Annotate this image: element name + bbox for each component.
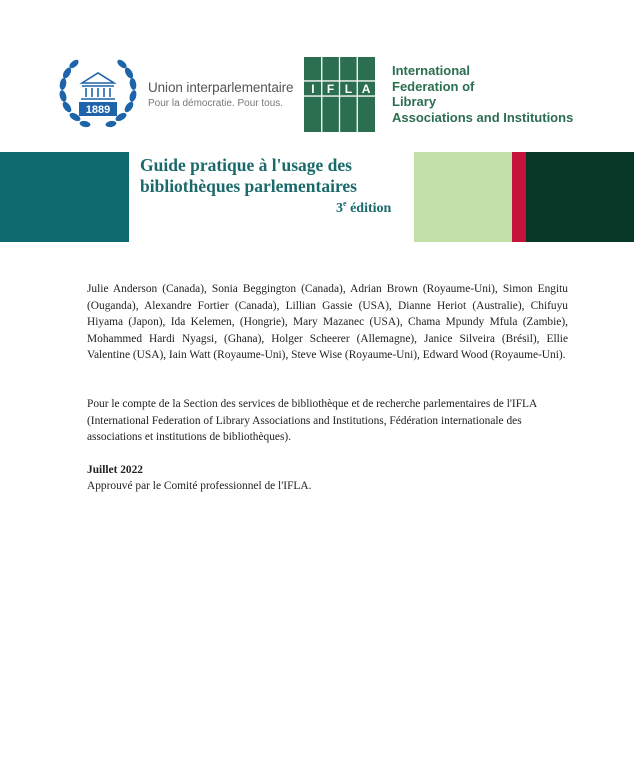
authors-list: Julie Anderson (Canada), Sonia Beggington (Canada), Adrian Brown (Royaume-Uni), Simon Engitu (Ouganda), Alexandre Fortier (Canada), Lillian Gassie (USA), Dianne Heriot (Australie), Chifuyu Hiyama (Japon), Ida Kelemen, (Hongrie), Mary Mazanec (USA), Chama Mpundy Mfula (Zambie), Mohammed Hardi Nyagsi, (Ghana), Holger Scheerer (Allemagne), Janice Silveira (Brésil), Ellie Valentine (USA), Iain Watt (Royaume-Uni), Steve Wise (Royaume-Uni), Edward Wood (Royaume-Uni).: [87, 283, 568, 361]
ifla-name-line: Federation of: [392, 78, 475, 94]
edition-number: 3: [336, 201, 343, 216]
ipu-year: 1889: [85, 104, 111, 116]
ifla-letter-i: I: [311, 82, 315, 96]
ipu-motto: Pour la démocratie. Pour tous.: [148, 98, 284, 109]
ifla-letter-a: A: [361, 82, 371, 96]
ipu-name: Union interparlementaire: [148, 80, 294, 95]
ipu-wordmark: [148, 80, 293, 110]
title-line-2: bibliothèques parlementaires: [140, 176, 357, 196]
document-title: [140, 155, 412, 197]
title-band-teal: [0, 152, 129, 242]
section-note: Pour le compte de la Section des services de bibliothèque et de recherche parlementaires de l'IFLA (International Federation of Library Associations and Institutions, Fédération internationale des associations et institutions de bibliothèques).: [87, 398, 537, 443]
publication-date: Juillet 2022: [87, 464, 144, 476]
title-line-1: Guide pratique à l'usage des: [140, 155, 352, 175]
title-band-dark-green: [526, 152, 634, 242]
ifla-letter-l: L: [344, 82, 353, 96]
title-band-red: [512, 152, 526, 242]
ifla-wordmark: [392, 63, 573, 125]
edition-word: édition: [346, 201, 392, 216]
edition-superscript: e: [343, 199, 347, 208]
edition-label: [336, 199, 391, 217]
title-band-light-green: [414, 152, 512, 242]
ifla-logo-icon: [304, 57, 375, 132]
ifla-letter-f: F: [326, 82, 335, 96]
ifla-name-line: Associations and Institutions: [392, 109, 574, 125]
approval-note: Approuvé par le Comité professionnel de l'IFLA.: [87, 480, 312, 492]
ifla-name-line: International: [392, 63, 471, 78]
ifla-name-line: Library: [392, 94, 437, 109]
ipu-laurel-logo-icon: [58, 55, 138, 130]
